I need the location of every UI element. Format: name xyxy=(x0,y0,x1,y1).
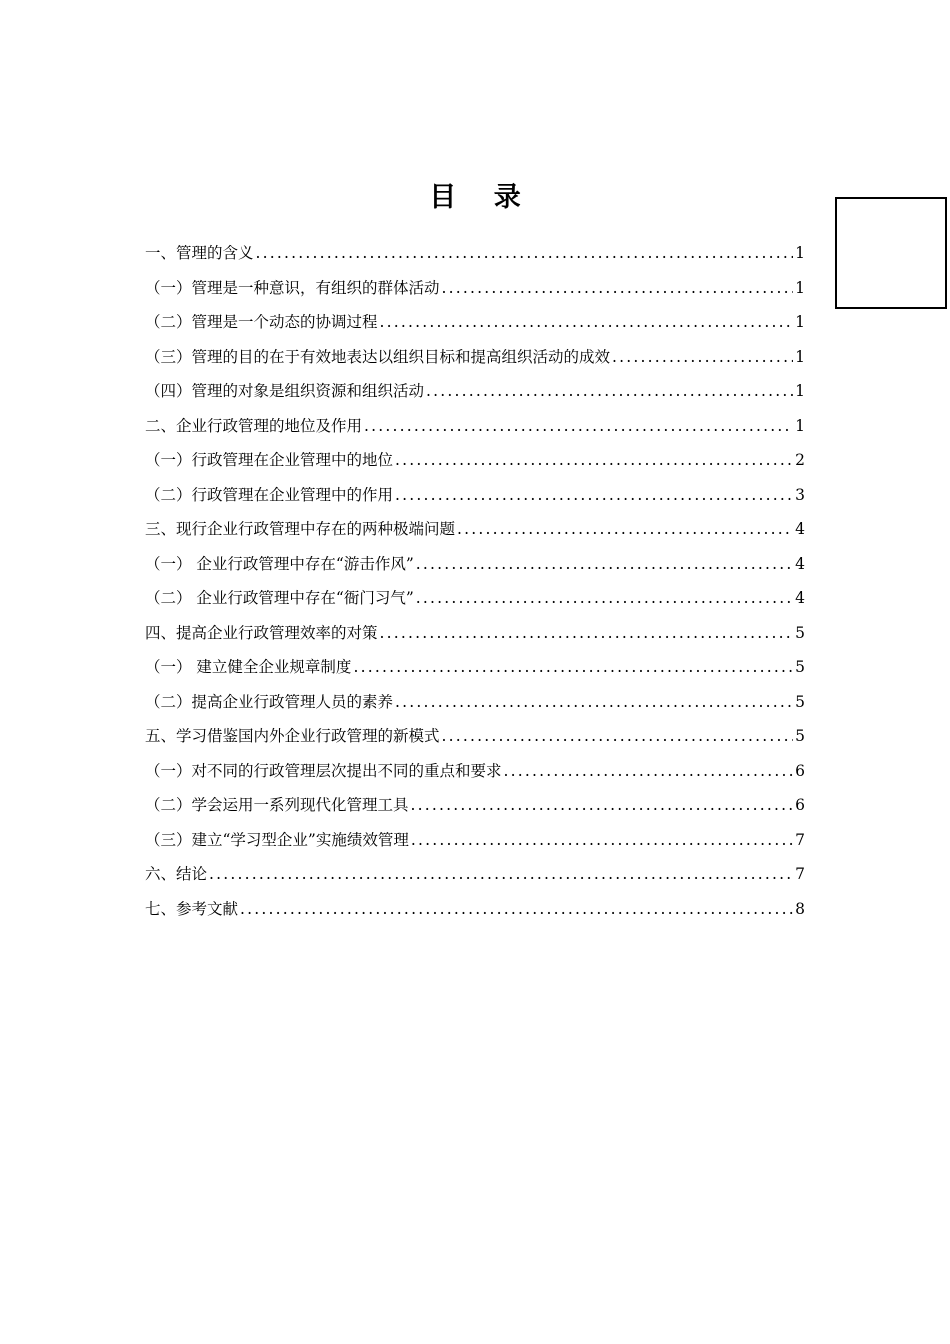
toc-page-number: 6 xyxy=(795,761,805,780)
page-title: 目 录 xyxy=(429,182,535,213)
toc-entry[interactable] xyxy=(145,719,805,754)
toc-leader xyxy=(416,581,793,616)
toc-leader xyxy=(364,409,793,444)
toc-entry[interactable] xyxy=(145,236,805,271)
toc-entry-label: 三、现行企业行政管理中存在的两种极端问题 xyxy=(145,520,456,538)
toc-leader xyxy=(240,892,793,927)
toc-page-number: 6 xyxy=(795,796,805,814)
toc-leader xyxy=(209,857,793,892)
toc-leader xyxy=(256,236,794,271)
toc-leader xyxy=(353,650,793,685)
toc-leader xyxy=(395,443,793,478)
toc-entry[interactable] xyxy=(145,788,805,823)
toc-leader xyxy=(411,788,794,823)
toc-entry-label: （二）管理是一个动态的协调过程 xyxy=(145,313,378,331)
toc-entry-label: （二）提高企业行政管理人员的素养 xyxy=(145,692,394,711)
toc-entry[interactable] xyxy=(145,340,805,375)
toc-entry-label: （二）学会运用一系列现代化管理工具 xyxy=(145,796,409,814)
toc-entry-label: 五、学习借鉴国内外企业行政管理的新模式 xyxy=(145,727,440,745)
toc-entry[interactable] xyxy=(145,271,805,306)
toc-entry[interactable] xyxy=(145,305,805,340)
toc-page-number: 1 xyxy=(795,313,805,331)
toc-entry[interactable] xyxy=(145,892,805,927)
toc-entry[interactable] xyxy=(145,650,805,685)
toc-page-number: 8 xyxy=(795,899,805,918)
toc-page-number: 1 xyxy=(795,278,805,297)
toc-leader xyxy=(380,305,794,340)
toc-page-number: 5 xyxy=(795,727,805,745)
toc-entry[interactable] xyxy=(145,823,805,858)
toc-leader xyxy=(457,512,793,547)
toc-entry[interactable] xyxy=(145,581,805,616)
toc-page-number: 5 xyxy=(795,658,805,676)
toc-entry[interactable] xyxy=(145,754,805,789)
toc-page-number: 1 xyxy=(795,347,805,366)
toc-leader xyxy=(612,340,793,375)
toc-entry-label: 六、结论 xyxy=(145,865,208,883)
toc-page-number: 5 xyxy=(795,623,805,642)
toc-entry-label: （一） 建立健全企业规章制度 xyxy=(145,658,352,676)
toc-page-number: 7 xyxy=(795,865,805,883)
toc-page-number: 4 xyxy=(795,520,805,538)
toc-entry-label: （二）行政管理在企业管理中的作用 xyxy=(145,485,394,504)
side-box xyxy=(835,197,947,309)
toc-entry-label: （一） 企业行政管理中存在“游击作风” xyxy=(145,554,414,573)
toc-page-number: 7 xyxy=(795,830,805,849)
toc-entry[interactable] xyxy=(145,409,805,444)
toc-leader xyxy=(442,271,794,306)
toc-page-number: 3 xyxy=(795,485,805,504)
toc-leader xyxy=(442,719,794,754)
toc-entry-label: （三）管理的目的在于有效地表达以组织目标和提高组织活动的成效 xyxy=(145,347,611,366)
toc-entry[interactable] xyxy=(145,443,805,478)
toc-entry[interactable] xyxy=(145,857,805,892)
toc-entry-label: 七、参考文献 xyxy=(145,899,239,918)
toc-entry[interactable] xyxy=(145,374,805,409)
toc-entry[interactable] xyxy=(145,547,805,582)
toc-leader xyxy=(416,547,793,582)
table-of-contents xyxy=(145,236,805,926)
toc-page-number: 5 xyxy=(795,692,805,711)
toc-page-number: 1 xyxy=(795,416,805,435)
toc-leader xyxy=(395,685,793,720)
toc-entry-label: 二、企业行政管理的地位及作用 xyxy=(145,416,363,435)
toc-leader xyxy=(395,478,793,513)
toc-entry-label: （一）行政管理在企业管理中的地位 xyxy=(145,451,394,469)
toc-entry[interactable] xyxy=(145,685,805,720)
toc-entry-label: （三）建立“学习型企业”实施绩效管理 xyxy=(145,830,409,849)
toc-entry-label: 四、提高企业行政管理效率的对策 xyxy=(145,623,378,642)
toc-entry-label: 一、管理的含义 xyxy=(145,244,254,262)
toc-entry[interactable] xyxy=(145,512,805,547)
toc-page-number: 4 xyxy=(795,589,805,607)
toc-entry[interactable] xyxy=(145,478,805,513)
toc-page-number: 1 xyxy=(795,382,805,400)
toc-entry-label: （四）管理的对象是组织资源和组织活动 xyxy=(145,382,425,400)
toc-entry-label: （一）管理是一种意识，有组织的群体活动 xyxy=(145,278,440,297)
toc-entry-label: （二） 企业行政管理中存在“衙门习气” xyxy=(145,589,414,607)
toc-leader xyxy=(504,754,794,789)
toc-leader xyxy=(426,374,793,409)
toc-page-number: 1 xyxy=(795,244,805,262)
toc-page-number: 4 xyxy=(795,554,805,573)
toc-page-number: 2 xyxy=(795,451,805,469)
toc-leader xyxy=(411,823,793,858)
toc-entry[interactable] xyxy=(145,616,805,651)
toc-entry-label: （一）对不同的行政管理层次提出不同的重点和要求 xyxy=(145,761,502,780)
toc-leader xyxy=(380,616,794,651)
